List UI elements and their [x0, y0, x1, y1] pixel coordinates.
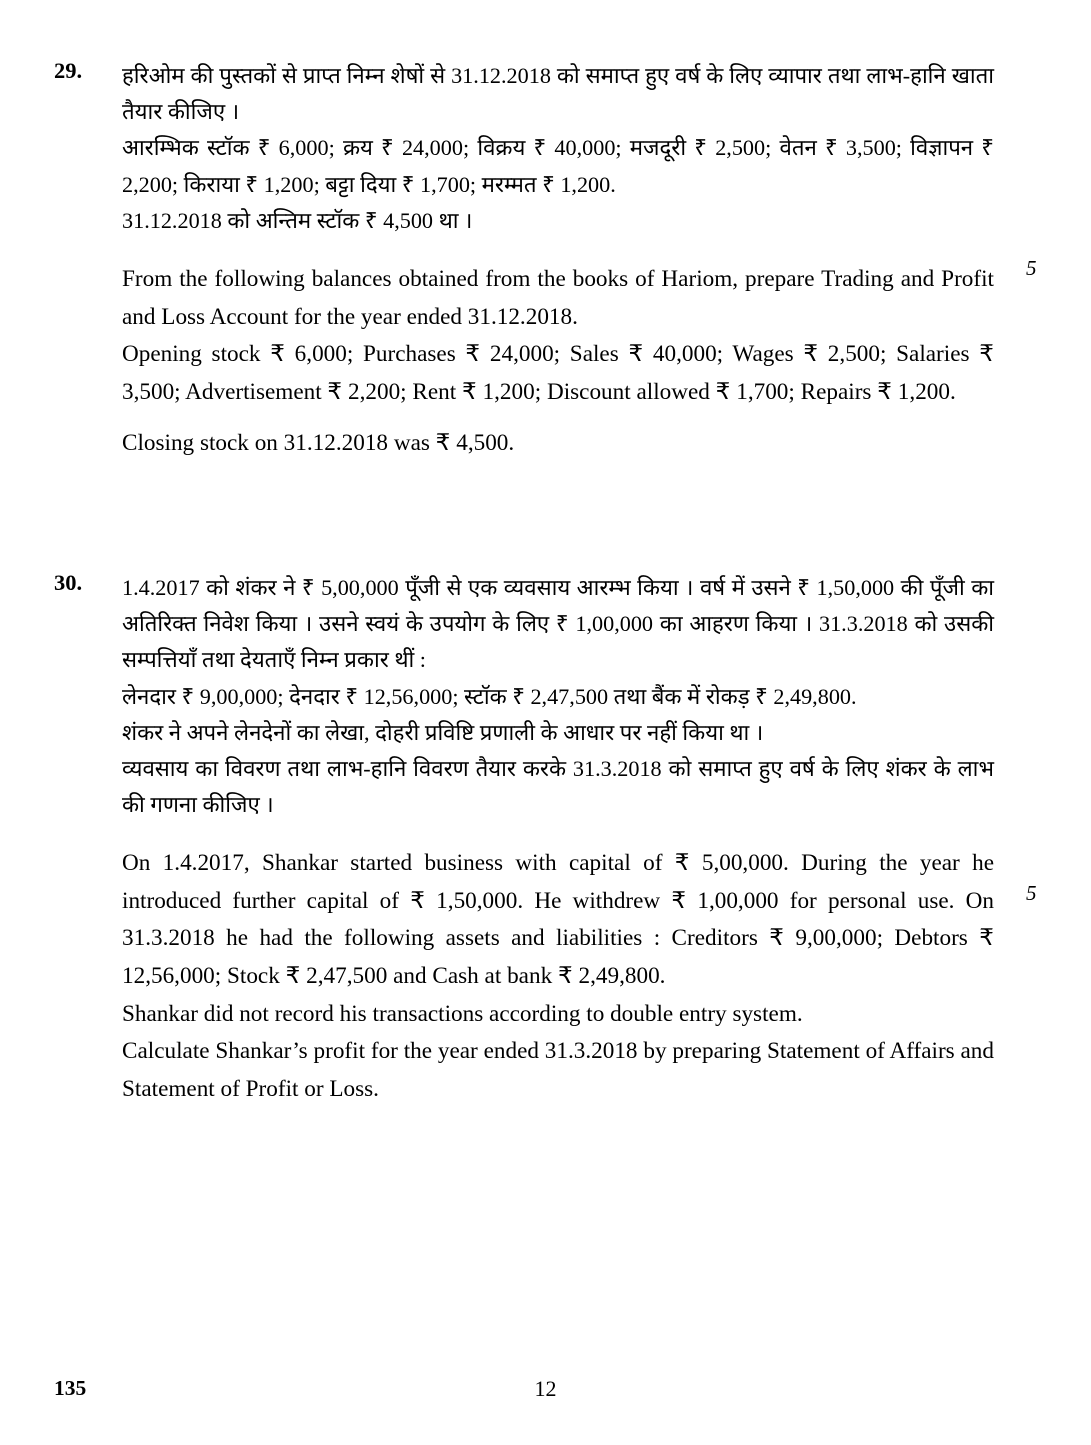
question-30-marks: 5: [1026, 881, 1037, 905]
question-29-english: [122, 261, 994, 463]
question-30-english: [122, 845, 994, 1108]
question-29-number: 29.: [54, 58, 83, 83]
q29-hi-line-3: 31.12.2018 को अन्तिम स्टॉक ₹ 4,500 था ।: [122, 207, 473, 233]
question-30-hindi: [122, 570, 994, 823]
q30-en-line-1: On 1.4.2017, Shankar started business with capital of ₹ 5,00,000. During the year he introduced further capital of ₹ 1,50,000. He withdrew ₹ 1,00,000 for personal use. On 31.3.2018 he had the following assets and liabilities : Creditors ₹ 9,00,000; Debtors ₹ 12,56,000; Stock ₹ 2,47,500 and Cash at bank ₹ 2,49,800.: [122, 850, 994, 990]
question-30-number: 30.: [54, 570, 83, 595]
q29-en-line-3: Closing stock on 31.12.2018 was ₹ 4,500.: [122, 430, 515, 457]
q30-hi-line-3: शंकर ने अपने लेनदेनों का लेखा, दोहरी प्रविष्टि प्रणाली के आधार पर नहीं किया था ।: [122, 719, 764, 745]
question-29: [54, 58, 994, 463]
q29-hi-line-2: आरम्भिक स्टॉक ₹ 6,000; क्रय ₹ 24,000; विक्रय ₹ 40,000; मजदूरी ₹ 2,500; वेतन ₹ 3,500; विज्ञापन ₹ 2,200; किराया ₹ 1,200; बट्टा दिया ₹ 1,700; मरम्मत ₹ 1,200.: [122, 135, 994, 197]
q30-hi-line-2: लेनदार ₹ 9,00,000; देनदार ₹ 12,56,000; स्टॉक ₹ 2,47,500 तथा बैंक में रोकड़ ₹ 2,49,800.: [122, 683, 857, 709]
question-29-marks: 5: [1026, 256, 1037, 280]
question-29-body: [122, 58, 994, 463]
question-30: [54, 570, 994, 1108]
q29-en-line-1: From the following balances obtained from the books of Hariom, prepare Trading and Profit and Loss Account for the year ended 31.12.2018.: [122, 265, 994, 330]
q29-en-line-2: Opening stock ₹ 6,000; Purchases ₹ 24,000; Sales ₹ 40,000; Wages ₹ 2,500; Salaries ₹ 3,500; Advertisement ₹ 2,200; Rent ₹ 1,200; Discount allowed ₹ 1,700; Repairs ₹ 1,200.: [122, 341, 994, 405]
q30-en-line-3: Calculate Shankar’s profit for the year ended 31.3.2018 by preparing Statement of Affairs and Statement of Profit or Loss.: [122, 1038, 994, 1102]
q30-hi-line-4: व्यवसाय का विवरण तथा लाभ-हानि विवरण तैयार करके 31.3.2018 को समाप्त हुए वर्ष के लिए शंकर के लाभ की गणना कीजिए ।: [122, 755, 994, 818]
question-30-body: [122, 570, 994, 1108]
q30-hi-line-1: 1.4.2017 को शंकर ने ₹ 5,00,000 पूँजी से एक व्यवसाय आरम्भ किया । वर्ष में उसने ₹ 1,50,000 की पूँजी का अतिरिक्त निवेश किया । उसने स्वयं के उपयोग के लिए ₹ 1,00,000 का आहरण किया । 31.3.2018 को उसकी सम्पत्तियाँ तथा देयताएँ निम्न प्रकार थीं :: [122, 575, 994, 673]
q29-hi-line-1: हरिओम की पुस्तकों से प्राप्त निम्न शेषों से 31.12.2018 को समाप्त हुए वर्ष के लिए व्यापार तथा लाभ-हानि खाता तैयार कीजिए ।: [122, 63, 994, 125]
q30-en-line-2: Shankar did not record his transactions according to double entry system.: [122, 1000, 803, 1027]
paper-code: 135: [54, 1376, 87, 1400]
page-number: 12: [534, 1376, 557, 1401]
question-29-hindi: [122, 58, 994, 239]
